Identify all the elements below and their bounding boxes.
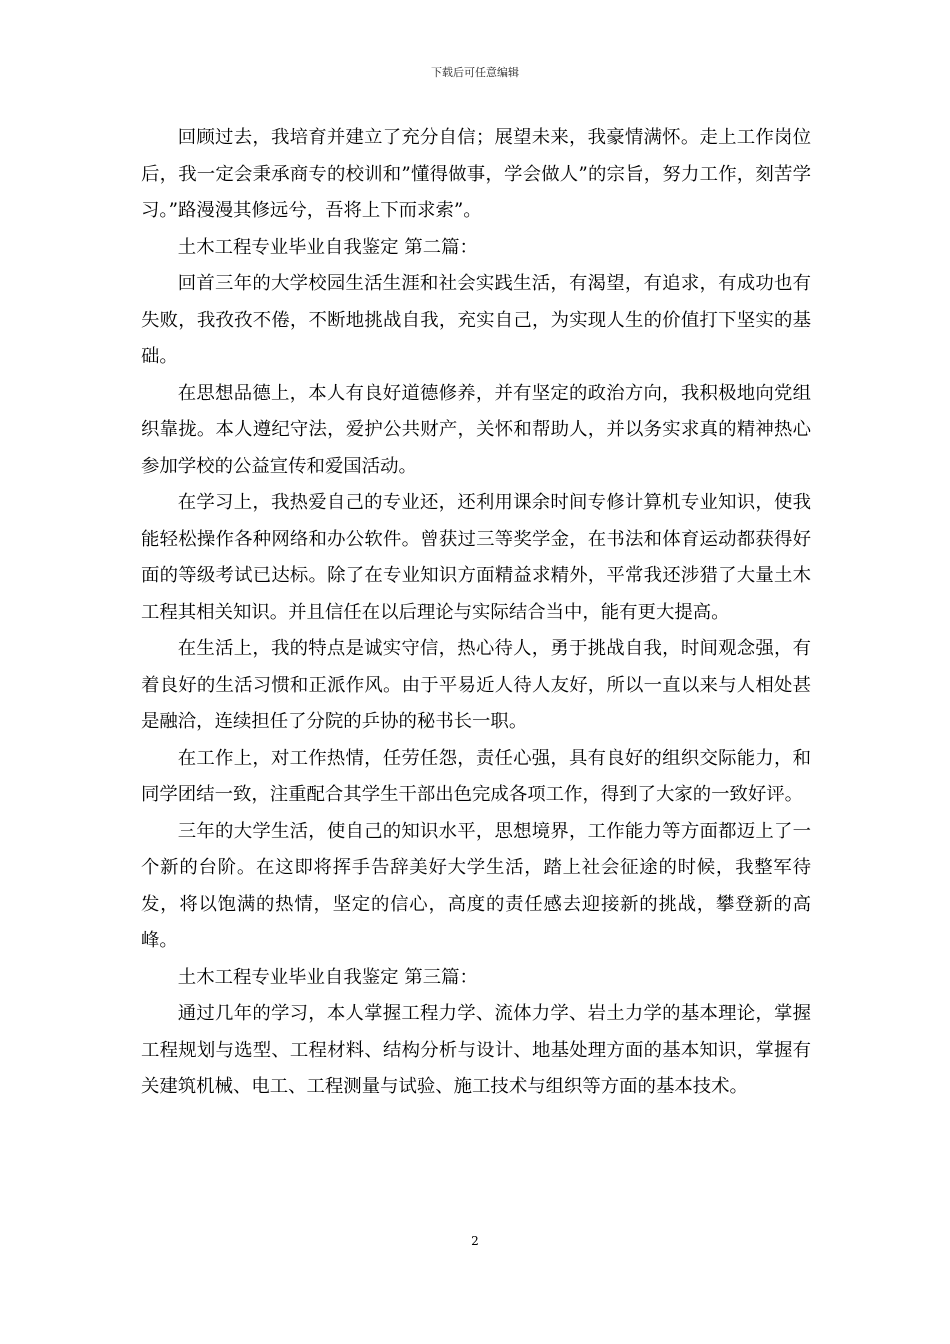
paragraph: 三年的大学生活，使自己的知识水平，思想境界，工作能力等方面都迈上了一个新的台阶。在这即将挥手告辞美好大学生活，踏上社会征途的时候，我整军待发，将以饱满的热情，坚定的信心，高度的责任感去迎接新的挑战，攀登新的高峰。 xyxy=(141,820,811,951)
section-heading-part-two: 土木工程专业毕业自我鉴定 第二篇： xyxy=(177,236,478,258)
paragraph: 在生活上，我的特点是诚实守信，热心待人，勇于挑战自我，时间观念强，有着良好的生活习惯和正派作风。由于平易近人待人友好，所以一直以来与人相处甚是融洽，连续担任了分院的乒协的秘书长一职。 xyxy=(141,638,811,732)
paragraph: 在工作上，对工作热情，任劳任怨，责任心强，具有良好的组织交际能力，和同学团结一致，注重配合其学生干部出色完成各项工作，得到了大家的一致好评。 xyxy=(141,747,811,805)
section-heading-part-three: 土木工程专业毕业自我鉴定 第三篇： xyxy=(177,966,478,988)
paragraph: 在思想品德上，本人有良好道德修养，并有坚定的政治方向，我积极地向党组织靠拢。本人遵纪守法，爱护公共财产，关怀和帮助人，并以务实求真的精神热心参加学校的公益宣传和爱国活动。 xyxy=(141,382,811,477)
page-header: 下载后可任意编辑 xyxy=(431,66,519,79)
paragraph: 在学习上，我热爱自己的专业还，还利用课余时间专修计算机专业知识，使我能轻松操作各种网络和办公软件。曾获过三等奖学金，在书法和体育运动都获得好面的等级考试已达标。除了在专业知识方面精益求精外，平常我还涉猎了大量土木工程其相关知识。并且信任在以后理论与实际结合当中，能有更大提高。 xyxy=(141,492,811,623)
paragraph: 通过几年的学习，本人掌握工程力学、流体力学、岩土力学的基本理论，掌握工程规划与选型、工程材料、结构分析与设计、地基处理方面的基本知识，掌握有关建筑机械、电工、工程测量与试验、施工技术与组织等方面的基本技术。 xyxy=(141,1003,811,1097)
paragraph-closing: 回顾过去，我培育并建立了充分自信；展望未来，我豪情满怀。走上工作岗位后，我一定会秉承商专的校训和”懂得做事，学会做人”的宗旨，努力工作，刻苦学习。”路漫漫其修远兮，吾将上下而求索”。 xyxy=(141,127,811,221)
paragraph: 回首三年的大学校园生活生涯和社会实践生活，有渴望，有追求，有成功也有失败，我孜孜不倦，不断地挑战自我，充实自己，为实现人生的价值打下坚实的基础。 xyxy=(141,273,811,367)
document-body xyxy=(141,120,811,1106)
page-number: 2 xyxy=(471,1234,479,1248)
